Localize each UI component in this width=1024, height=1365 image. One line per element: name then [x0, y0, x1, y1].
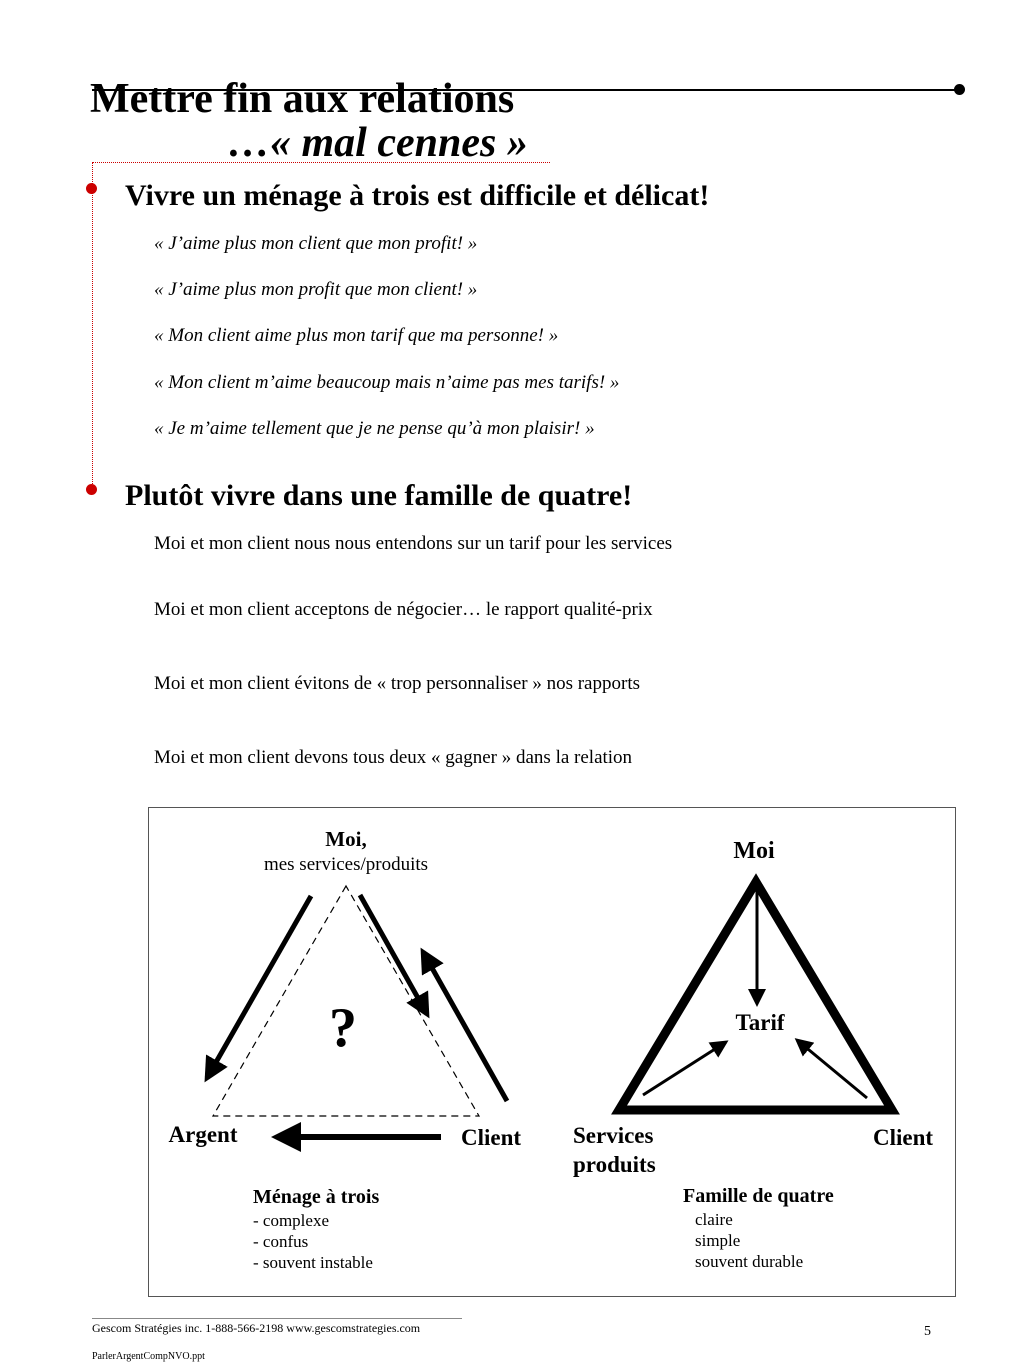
- menage-a-trois-diagram: [169, 827, 522, 1272]
- relationship-diagram: [148, 807, 956, 1297]
- section-heading-famille: Plutôt vivre dans une famille de quatre!: [125, 479, 633, 512]
- accent-dotted-vertical-rule: [92, 162, 93, 492]
- quote-item: « Mon client aime plus mon tarif que ma personne! »: [154, 325, 559, 346]
- client-label: Client: [460, 1125, 522, 1150]
- arrow-client-to-moi: [423, 952, 507, 1101]
- tarif-label: Tarif: [735, 1010, 785, 1035]
- caption-item: souvent durable: [695, 1252, 804, 1271]
- caption-title: Famille de quatre: [683, 1185, 834, 1207]
- quote-item: « Je m’aime tellement que je ne pense qu’à mon plaisir! »: [154, 418, 595, 439]
- list-item: Moi et mon client nous nous entendons sur un tarif pour les services: [154, 533, 673, 554]
- caption-item: simple: [695, 1231, 741, 1250]
- page-number: 5: [924, 1324, 931, 1339]
- relationship-diagram-svg: [149, 808, 955, 1296]
- caption-item: claire: [695, 1210, 733, 1229]
- arrow-moi-to-client: [360, 895, 427, 1014]
- famille-de-quatre-diagram: [573, 838, 933, 1271]
- bullet-icon: [86, 484, 97, 495]
- services-produits-label: mes services/produits: [263, 854, 429, 875]
- footer-filename: ParlerArgentCompNVO.ppt: [92, 1351, 205, 1362]
- moi-label: Moi,: [325, 827, 367, 851]
- caption-item: - souvent instable: [253, 1253, 373, 1272]
- caption-title: Ménage à trois: [253, 1186, 380, 1208]
- footer-company: Gescom Stratégies inc. 1-888-566-2198 www.gescomstrategies.com: [92, 1321, 421, 1335]
- list-item: Moi et mon client évitons de « trop personnaliser » nos rapports: [154, 673, 640, 694]
- quote-item: « J’aime plus mon client que mon profit! »: [154, 233, 478, 254]
- page-title: Mettre fin aux relations: [90, 76, 515, 122]
- argent-label: Argent: [168, 1122, 238, 1147]
- accent-dotted-rule: [92, 162, 550, 163]
- quote-item: « J’aime plus mon profit que mon client! »: [154, 279, 478, 300]
- bullet-icon: [86, 183, 97, 194]
- footer-rule: [92, 1318, 462, 1319]
- produits-label: produits: [573, 1152, 656, 1177]
- page-subtitle: …« mal cennes »: [228, 120, 528, 166]
- title-rule-dot: [954, 84, 965, 95]
- caption-item: - confus: [253, 1232, 309, 1251]
- services-label: Services: [573, 1123, 654, 1148]
- list-item: Moi et mon client devons tous deux « gagner » dans la relation: [154, 747, 633, 768]
- section-heading-menage: Vivre un ménage à trois est difficile et délicat!: [125, 179, 710, 212]
- client-label: Client: [872, 1125, 934, 1150]
- caption-item: - complexe: [253, 1211, 329, 1230]
- quote-item: « Mon client m’aime beaucoup mais n’aime pas mes tarifs! »: [154, 372, 620, 393]
- moi-label: Moi: [733, 838, 775, 864]
- arrow-moi-to-argent: [207, 896, 311, 1078]
- question-mark: ?: [329, 997, 357, 1059]
- list-item: Moi et mon client acceptons de négocier… le rapport qualité-prix: [154, 599, 653, 620]
